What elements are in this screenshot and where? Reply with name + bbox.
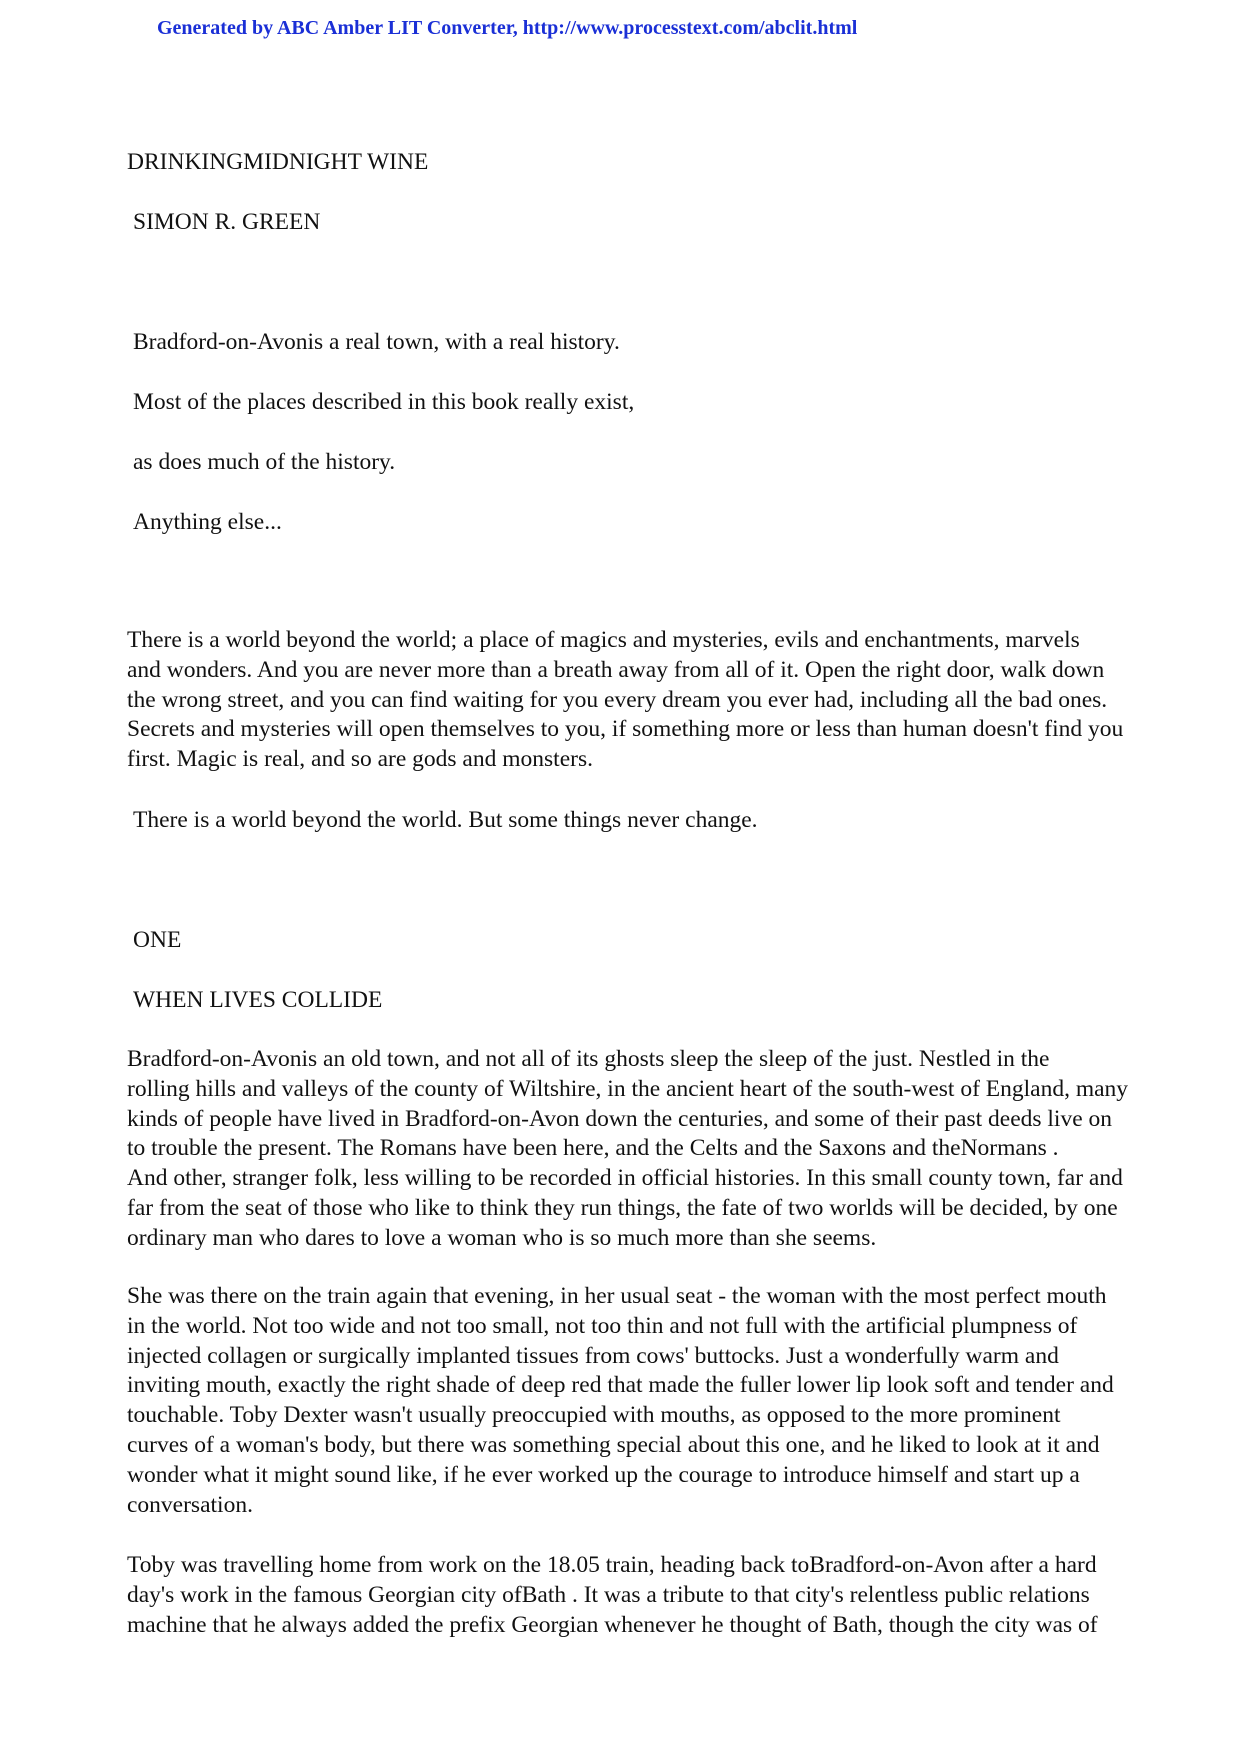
book-title: DRINKINGMIDNIGHT WINE — [127, 149, 429, 175]
chapter-number: ONE — [133, 927, 182, 953]
intro-paragraph — [127, 626, 1127, 775]
converter-banner: Generated by ABC Amber LIT Converter, http://www.processtext.com/abclit.html — [157, 17, 858, 39]
body-paragraph — [127, 1045, 1127, 1254]
text-line: Bradford-on-Avonis an old town, and not all of its ghosts sleep the sleep of the just. Nestled in the — [127, 1046, 1050, 1072]
text-line: Secrets and mysteries will open themselves to you, if something more or less than human doesn't find you — [127, 716, 1124, 743]
text-line: And other, stranger folk, less willing to be recorded in official histories. In this small county town, far and — [127, 1165, 1123, 1192]
text-line: ordinary man who dares to love a woman who is so much more than she seems. — [127, 1224, 877, 1251]
author-name: SIMON R. GREEN — [133, 209, 321, 235]
text-line: and wonders. And you are never more than a breath away from all of it. Open the right door, walk down — [127, 656, 1105, 683]
note-line: Most of the places described in this book really exist, — [133, 389, 635, 415]
text-line: There is a world beyond the world; a place of magics and mysteries, evils and enchantments, marvels — [127, 627, 1080, 653]
body-paragraph — [127, 1282, 1127, 1520]
intro-tagline: There is a world beyond the world. But some things never change. — [133, 807, 758, 833]
body-paragraph — [127, 1551, 1127, 1640]
text-line: wonder what it might sound like, if he ever worked up the courage to introduce himself and start up a — [127, 1461, 1080, 1488]
text-line: inviting mouth, exactly the right shade of deep red that made the fuller lower lip look soft and tender and — [127, 1372, 1114, 1399]
chapter-title: WHEN LIVES COLLIDE — [133, 987, 383, 1013]
text-line: conversation. — [127, 1491, 253, 1518]
text-line: day's work in the famous Georgian city ofBath . It was a tribute to that city's relentless public relations — [127, 1581, 1090, 1608]
text-line: kinds of people have lived in Bradford-on-Avon down the centuries, and some of their past deeds live on — [127, 1105, 1113, 1132]
text-line: in the world. Not too wide and not too small, not too thin and not full with the artificial plumpness of — [127, 1312, 1078, 1339]
note-line: as does much of the history. — [133, 449, 396, 475]
note-line: Anything else... — [133, 509, 282, 535]
text-line: Toby was travelling home from work on the 18.05 train, heading back toBradford-on-Avon after a hard — [127, 1552, 1097, 1578]
text-line: injected collagen or surgically implanted tissues from cows' buttocks. Just a wonderfully warm and — [127, 1342, 1059, 1369]
text-line: machine that he always added the prefix Georgian whenever he thought of Bath, though the city was of — [127, 1611, 1098, 1638]
text-line: to trouble the present. The Romans have been here, and the Celts and the Saxons and theNormans . — [127, 1135, 1059, 1162]
text-line: far from the seat of those who like to think they run things, the fate of two worlds will be decided, by one — [127, 1194, 1118, 1221]
note-line: Bradford-on-Avonis a real town, with a real history. — [133, 329, 620, 355]
text-line: first. Magic is real, and so are gods and monsters. — [127, 746, 593, 773]
text-line: rolling hills and valleys of the county of Wiltshire, in the ancient heart of the south-west of England, many — [127, 1075, 1129, 1102]
text-line: She was there on the train again that evening, in her usual seat - the woman with the most perfect mouth — [127, 1283, 1107, 1309]
text-line: the wrong street, and you can find waiting for you every dream you ever had, including all the bad ones. — [127, 686, 1108, 713]
text-line: curves of a woman's body, but there was something special about this one, and he liked to look at it and — [127, 1431, 1100, 1458]
text-line: touchable. Toby Dexter wasn't usually preoccupied with mouths, as opposed to the more prominent — [127, 1402, 1061, 1429]
